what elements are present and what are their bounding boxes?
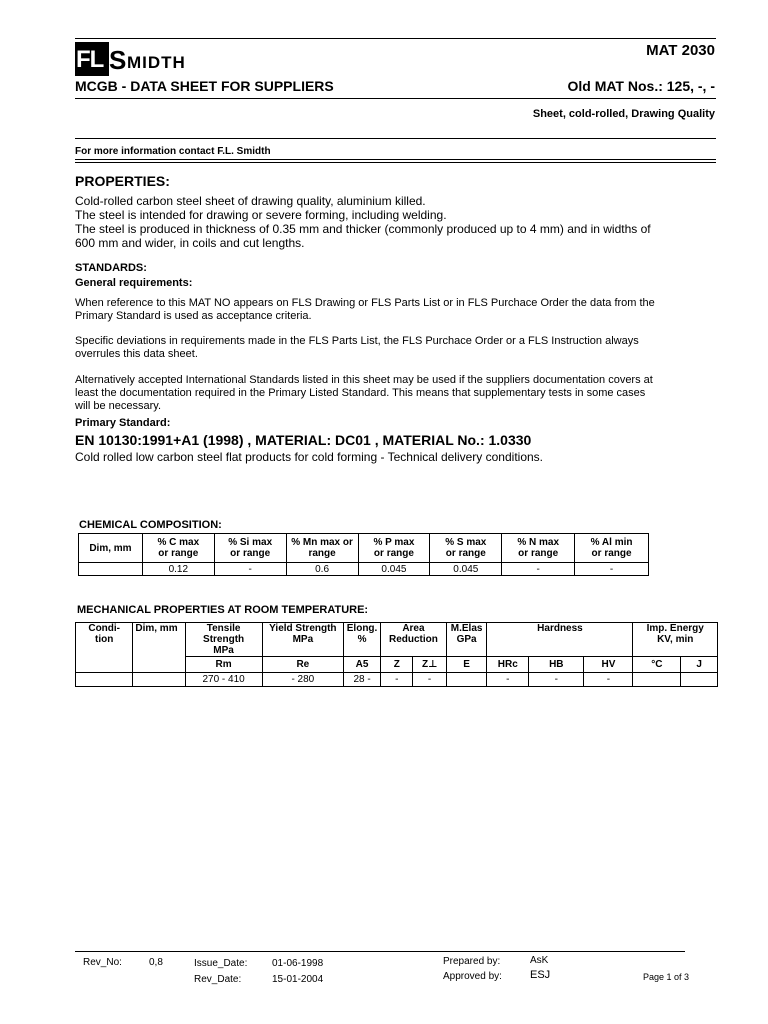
standards-heading: STANDARDS: [75, 262, 147, 274]
rev-no-value: 0,8 [149, 957, 163, 968]
footer-rule [75, 951, 685, 952]
chem-header-mn: % Mn max or range [286, 534, 358, 563]
chem-header-n: % N max or range [502, 534, 575, 563]
page-number: Page 1 of 3 [643, 972, 690, 982]
mech-header-hardness: Hardness [487, 623, 633, 657]
mech-header-elong: Elong. % [344, 623, 381, 657]
primary-standard-line: EN 10130:1991+A1 (1998) , MATERIAL: DC01 , MATERIAL No.: 1.0330 [75, 432, 532, 448]
approved-by-label: Approved by: [443, 971, 502, 982]
prepared-by-value: AsK [530, 955, 549, 966]
table-cell: HRc [487, 657, 529, 673]
mechanical-value-row [76, 673, 718, 687]
table-cell: A5 [344, 657, 381, 673]
table-cell: 28 - [344, 673, 381, 687]
table-cell [446, 673, 487, 687]
top-rule [75, 38, 716, 39]
mechanical-table [75, 622, 718, 687]
table-cell: 0.12 [142, 563, 214, 576]
properties-text: Cold-rolled carbon steel sheet of drawing quality, aluminium killed. The steel is intended for drawing or severe forming, including welding. The steel is produced in thickness of 0.35 mm and thicker (commonly produced up to 4 mm) and in widths of 600 mm and wider, in coils and cut lengths. [75, 194, 651, 250]
table-cell: HV [584, 657, 633, 673]
table-cell: - [575, 563, 649, 576]
contact-rule-top [75, 138, 716, 139]
properties-heading: PROPERTIES: [75, 173, 170, 189]
table-cell: Rm [185, 657, 262, 673]
table-cell: Z [381, 657, 413, 673]
company-logo: FL S MIDTH [75, 42, 203, 76]
table-cell: 0.6 [286, 563, 358, 576]
chem-header-al: % Al min or range [575, 534, 649, 563]
table-cell: 0.045 [430, 563, 502, 576]
table-cell: - 280 [262, 673, 343, 687]
mech-header-condition: Condi- tion [76, 623, 133, 673]
issue-date-label: Issue_Date: [194, 958, 248, 969]
document-title: MCGB - DATA SHEET FOR SUPPLIERS [75, 78, 334, 94]
primary-standard-description: Cold rolled low carbon steel flat products for cold forming - Technical delivery conditions. [75, 450, 544, 464]
table-cell: - [529, 673, 584, 687]
table-cell [681, 673, 718, 687]
document-subtitle: Sheet, cold-rolled, Drawing Quality [532, 108, 715, 120]
table-cell: Re [262, 657, 343, 673]
chemical-value-row [79, 563, 649, 576]
table-cell: HB [529, 657, 584, 673]
mech-header-tensile: Tensile Strength MPa [185, 623, 262, 657]
header-rule [75, 98, 716, 99]
chem-header-p: % P max or range [358, 534, 430, 563]
chem-header-s: % S max or range [430, 534, 502, 563]
table-cell: E [446, 657, 487, 673]
table-cell: - [214, 563, 286, 576]
contact-rule-bottom-2 [75, 162, 716, 163]
table-cell: 270 - 410 [185, 673, 262, 687]
table-cell [133, 673, 185, 687]
old-mat-numbers: Old MAT Nos.: 125, -, - [567, 78, 715, 94]
approved-by-value: ESJ [530, 969, 551, 981]
chem-header-c: % C max or range [142, 534, 214, 563]
requirements-paragraph-1: When reference to this MAT NO appears on FLS Drawing or FLS Parts List or in FLS Purchace Order the data from the Primary Standard is used as acceptance criteria. [75, 297, 655, 322]
table-cell [79, 563, 143, 576]
primary-standard-heading: Primary Standard: [75, 417, 171, 429]
general-requirements-heading: General requirements: [75, 277, 193, 289]
issue-date-value: 01-06-1998 [272, 958, 324, 969]
table-cell: 0.045 [358, 563, 430, 576]
mech-header-area: Area Reduction [381, 623, 447, 657]
rev-no-label: Rev_No: [83, 957, 122, 968]
chem-header-si: % Si max or range [214, 534, 286, 563]
mat-number: MAT 2030 [646, 42, 715, 59]
table-cell: J [681, 657, 718, 673]
table-cell: - [413, 673, 446, 687]
table-cell [633, 673, 681, 687]
chemical-table [78, 533, 649, 576]
contact-note: For more information contact F.L. Smidth [75, 146, 271, 157]
mech-header-impact: Imp. Energy KV, min [633, 623, 718, 657]
mechanical-heading: MECHANICAL PROPERTIES AT ROOM TEMPERATURE: [77, 604, 369, 616]
mech-header-yield: Yield Strength MPa [262, 623, 343, 657]
table-cell: - [487, 673, 529, 687]
rev-date-label: Rev_Date: [194, 974, 242, 985]
chem-header-dim: Dim, mm [79, 534, 143, 563]
requirements-paragraph-2: Specific deviations in requirements made in the FLS Parts List, the FLS Purchace Order or a FLS Instruction always overrules this data sheet. [75, 335, 639, 360]
contact-rule-bottom-1 [75, 159, 716, 160]
chemical-header-row [79, 534, 649, 563]
requirements-paragraph-3: Alternatively accepted International Standards listed in this sheet may be used if the suppliers documentation covers at least the documentation required in the Primary Listed Standard. This means that supplementary tests in some cases will be necessary. [75, 374, 653, 412]
mech-header-melas: M.Elas GPa [446, 623, 487, 657]
table-cell: - [381, 673, 413, 687]
table-cell: °C [633, 657, 681, 673]
prepared-by-label: Prepared by: [443, 956, 501, 967]
table-cell: - [502, 563, 575, 576]
mechanical-header-row [76, 623, 718, 657]
rev-date-value: 15-01-2004 [272, 974, 324, 985]
mech-header-dim: Dim, mm [133, 623, 185, 673]
chemical-heading: CHEMICAL COMPOSITION: [79, 519, 222, 531]
table-cell [76, 673, 133, 687]
table-cell: Z⊥ [413, 657, 446, 673]
table-cell: - [584, 673, 633, 687]
